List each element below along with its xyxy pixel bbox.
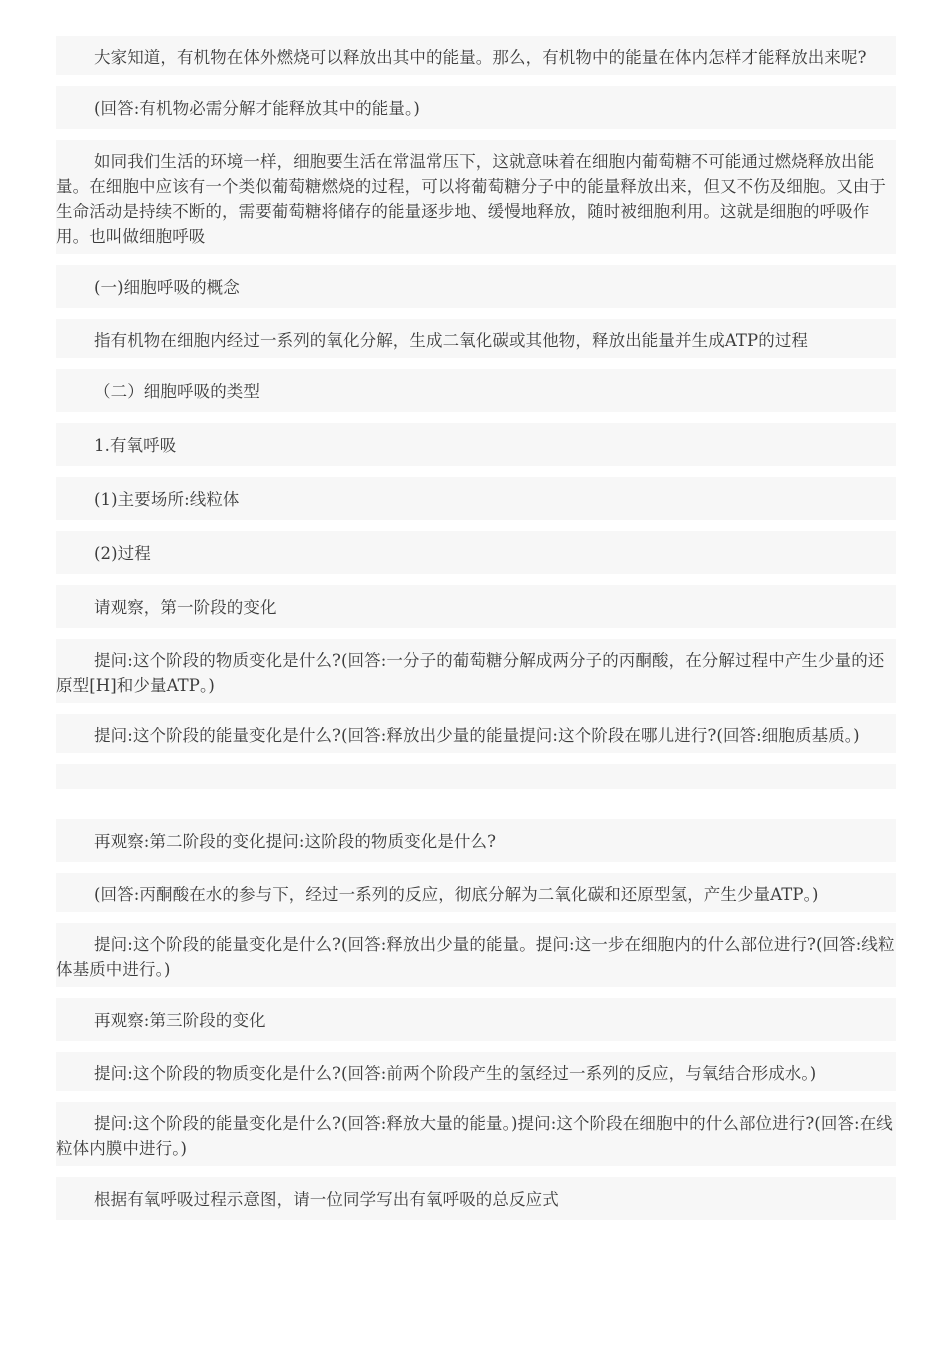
paragraph-answer-decompose: (回答:有机物必需分解才能释放其中的能量。)	[56, 86, 896, 129]
section-heading-concept: (一)细胞呼吸的概念	[56, 265, 896, 308]
paragraph-observe-stage-two: 再观察:第二阶段的变化提问:这阶段的物质变化是什么?	[56, 819, 896, 862]
paragraph-observe-stage-one: 请观察，第一阶段的变化	[56, 585, 896, 628]
subheading-aerobic-respiration: 1.有氧呼吸	[56, 423, 896, 466]
paragraph-concept-definition: 指有机物在细胞内经过一系列的氧化分解，生成二氧化碳或其他物，释放出能量并生成ATP的过程	[56, 319, 896, 358]
blank-paragraph	[56, 764, 896, 789]
paragraph-total-reaction-prompt: 根据有氧呼吸过程示意图，请一位同学写出有氧呼吸的总反应式	[56, 1177, 896, 1220]
paragraph-cell-respiration-explanation: 如同我们生活的环境一样，细胞要生活在常温常压下，这就意味着在细胞内葡萄糖不可能通过燃烧释放出能量。在细胞中应该有一个类似葡萄糖燃烧的过程，可以将葡萄糖分子中的能量释放出来，但又不伤及细胞。又由于生命活动是持续不断的，需要葡萄糖将储存的能量逐步地、缓慢地释放，随时被细胞利用。这就是细胞的呼吸作用。也叫做细胞呼吸	[56, 140, 896, 254]
item-main-site: (1)主要场所:线粒体	[56, 477, 896, 520]
paragraph-stage-one-energy: 提问:这个阶段的能量变化是什么?(回答:释放出少量的能量提问:这个阶段在哪儿进行?(回答:细胞质基质。)	[56, 714, 896, 753]
paragraph-observe-stage-three: 再观察:第三阶段的变化	[56, 998, 896, 1041]
paragraph-stage-one-substance: 提问:这个阶段的物质变化是什么?(回答:一分子的葡萄糖分解成两分子的丙酮酸，在分解过程中产生少量的还原型[H]和少量ATP。)	[56, 639, 896, 703]
item-process: (2)过程	[56, 531, 896, 574]
paragraph-stage-three-substance: 提问:这个阶段的物质变化是什么?(回答:前两个阶段产生的氢经过一系列的反应，与氧结合形成水。)	[56, 1052, 896, 1091]
paragraph-intro-question: 大家知道，有机物在体外燃烧可以释放出其中的能量。那么，有机物中的能量在体内怎样才能释放出来呢?	[56, 36, 896, 75]
section-heading-types: （二）细胞呼吸的类型	[56, 369, 896, 412]
paragraph-stage-three-energy: 提问:这个阶段的能量变化是什么?(回答:释放大量的能量。)提问:这个阶段在细胞中的什么部位进行?(回答:在线粒体内膜中进行。)	[56, 1102, 896, 1166]
document-body	[56, 36, 896, 1231]
paragraph-stage-two-energy: 提问:这个阶段的能量变化是什么?(回答:释放出少量的能量。提问:这一步在细胞内的什么部位进行?(回答:线粒体基质中进行。)	[56, 923, 896, 987]
paragraph-stage-two-answer: (回答:丙酮酸在水的参与下，经过一系列的反应，彻底分解为二氧化碳和还原型氢，产生少量ATP。)	[56, 873, 896, 912]
